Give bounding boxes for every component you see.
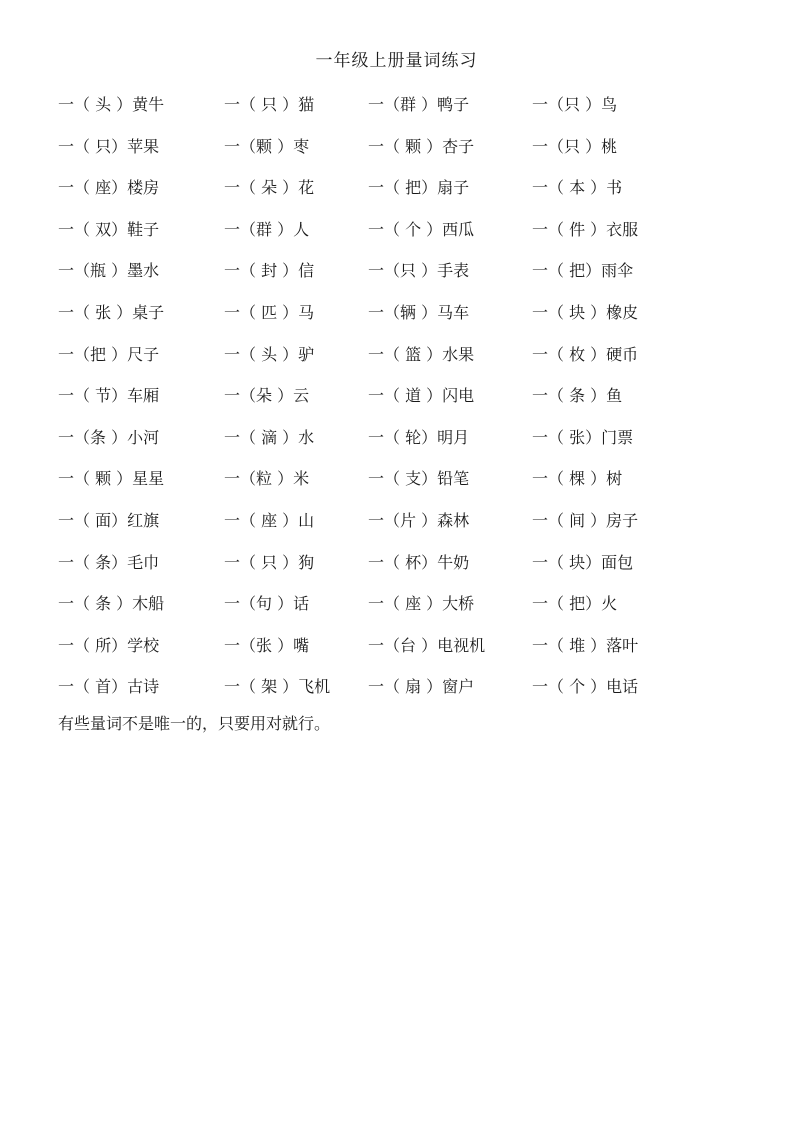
- exercise-item: 一（ 滴 ）水: [224, 427, 315, 447]
- exercise-item: 一（辆 ）马车: [368, 302, 470, 322]
- exercise-item: 一（ 个 ）西瓜: [368, 219, 475, 239]
- exercise-row: [58, 583, 758, 625]
- exercise-item: 一（ 所）学校: [58, 635, 160, 655]
- exercise-item: 一（ 棵 ）树: [532, 469, 623, 489]
- exercise-item: 一（ 扇 ）窗户: [368, 677, 475, 697]
- exercise-item: 一（只 ）手表: [368, 261, 470, 281]
- exercise-row: [58, 126, 758, 168]
- exercise-item: 一（ 条）毛巾: [58, 552, 160, 572]
- exercise-item: 一（ 头 ）黄牛: [58, 95, 165, 114]
- exercise-row: [58, 458, 758, 500]
- exercise-item: 一（片 ）森林: [368, 510, 470, 530]
- exercise-item: 一（ 块 ）橡皮: [532, 302, 639, 322]
- exercise-row: [58, 334, 758, 376]
- exercise-item: 一（只 ）桃: [532, 136, 618, 156]
- exercise-item: 一（ 堆 ）落叶: [532, 635, 639, 655]
- exercise-row: [58, 417, 758, 459]
- exercise-row: [58, 250, 758, 292]
- exercise-item: 一（ 只）苹果: [58, 136, 160, 156]
- exercise-item: 一（ 颗 ）星星: [58, 469, 165, 489]
- exercise-item: 一（ 座）楼房: [58, 178, 160, 198]
- exercise-item: 一（ 朵 ）花: [224, 178, 315, 198]
- exercise-item: 一（ 颗 ）杏子: [368, 136, 475, 156]
- exercise-item: 一（张 ）嘴: [224, 635, 310, 655]
- exercise-row: [58, 666, 758, 708]
- exercise-item: 一（群 ）人: [224, 219, 310, 239]
- exercise-item: 一（瓶 ）墨水: [58, 261, 160, 281]
- exercise-item: 一（粒 ）米: [224, 469, 310, 489]
- exercise-row: [58, 500, 758, 542]
- exercise-item: 一（只 ）鸟: [532, 95, 618, 114]
- exercise-item: 一（ 条 ）鱼: [532, 386, 623, 406]
- exercise-row: [58, 375, 758, 417]
- exercise-item: 一（ 首）古诗: [58, 677, 160, 697]
- exercise-item: 一（ 把）雨伞: [532, 261, 634, 281]
- exercise-item: 一（ 座 ）山: [224, 510, 315, 530]
- exercise-item: 一（ 轮）明月: [368, 427, 470, 447]
- exercise-item: 一（颗 ）枣: [224, 136, 310, 156]
- exercise-item: 一（ 杯）牛奶: [368, 552, 470, 572]
- exercise-item: 一（ 把）扇子: [368, 178, 470, 198]
- exercise-item: 一（ 篮 ）水果: [368, 344, 475, 364]
- exercise-row: [58, 292, 758, 334]
- exercise-item: 一（ 件 ）衣服: [532, 219, 639, 239]
- exercise-item: 一（台 ）电视机: [368, 635, 486, 655]
- exercise-list: [58, 84, 758, 708]
- exercise-item: 一（ 支）铅笔: [368, 469, 470, 489]
- exercise-item: 一（ 封 ）信: [224, 261, 315, 281]
- exercise-item: 一（ 个 ）电话: [532, 677, 639, 697]
- exercise-item: 一（条 ）小河: [58, 427, 160, 447]
- exercise-item: 一（ 道 ）闪电: [368, 386, 475, 406]
- exercise-item: 一（ 本 ）书: [532, 178, 623, 198]
- exercise-item: 一（ 块）面包: [532, 552, 634, 572]
- exercise-item: 一（ 条 ）木船: [58, 594, 165, 614]
- exercise-item: 一（句 ）话: [224, 594, 310, 614]
- exercise-item: 一（ 面）红旗: [58, 510, 160, 530]
- footnote: 有些量词不是唯一的，只要用对就行。: [58, 714, 331, 733]
- exercise-row: [58, 209, 758, 251]
- exercise-item: 一（ 枚 ）硬币: [532, 344, 639, 364]
- exercise-item: 一（ 双）鞋子: [58, 219, 160, 239]
- exercise-item: 一（ 只 ）狗: [224, 552, 315, 572]
- exercise-item: 一（ 张 ）桌子: [58, 302, 165, 322]
- exercise-item: 一（ 只 ）猫: [224, 95, 315, 114]
- exercise-item: 一（ 张）门票: [532, 427, 634, 447]
- exercise-item: 一（ 匹 ）马: [224, 302, 315, 322]
- exercise-item: 一（群 ）鸭子: [368, 95, 470, 114]
- exercise-row: [58, 167, 758, 209]
- exercise-item: 一（把 ）尺子: [58, 344, 160, 364]
- exercise-row: [58, 84, 758, 126]
- exercise-item: 一（ 头 ）驴: [224, 344, 315, 364]
- exercise-item: 一（ 节）车厢: [58, 386, 160, 406]
- exercise-row: [58, 542, 758, 584]
- exercise-item: 一（ 间 ）房子: [532, 510, 639, 530]
- exercise-item: 一（朵 ）云: [224, 386, 310, 406]
- exercise-item: 一（ 架 ）飞机: [224, 677, 331, 697]
- exercise-item: 一（ 座 ）大桥: [368, 594, 475, 614]
- exercise-item: 一（ 把）火: [532, 594, 618, 614]
- page-title: 一年级上册量词练习: [315, 51, 478, 71]
- exercise-row: [58, 625, 758, 667]
